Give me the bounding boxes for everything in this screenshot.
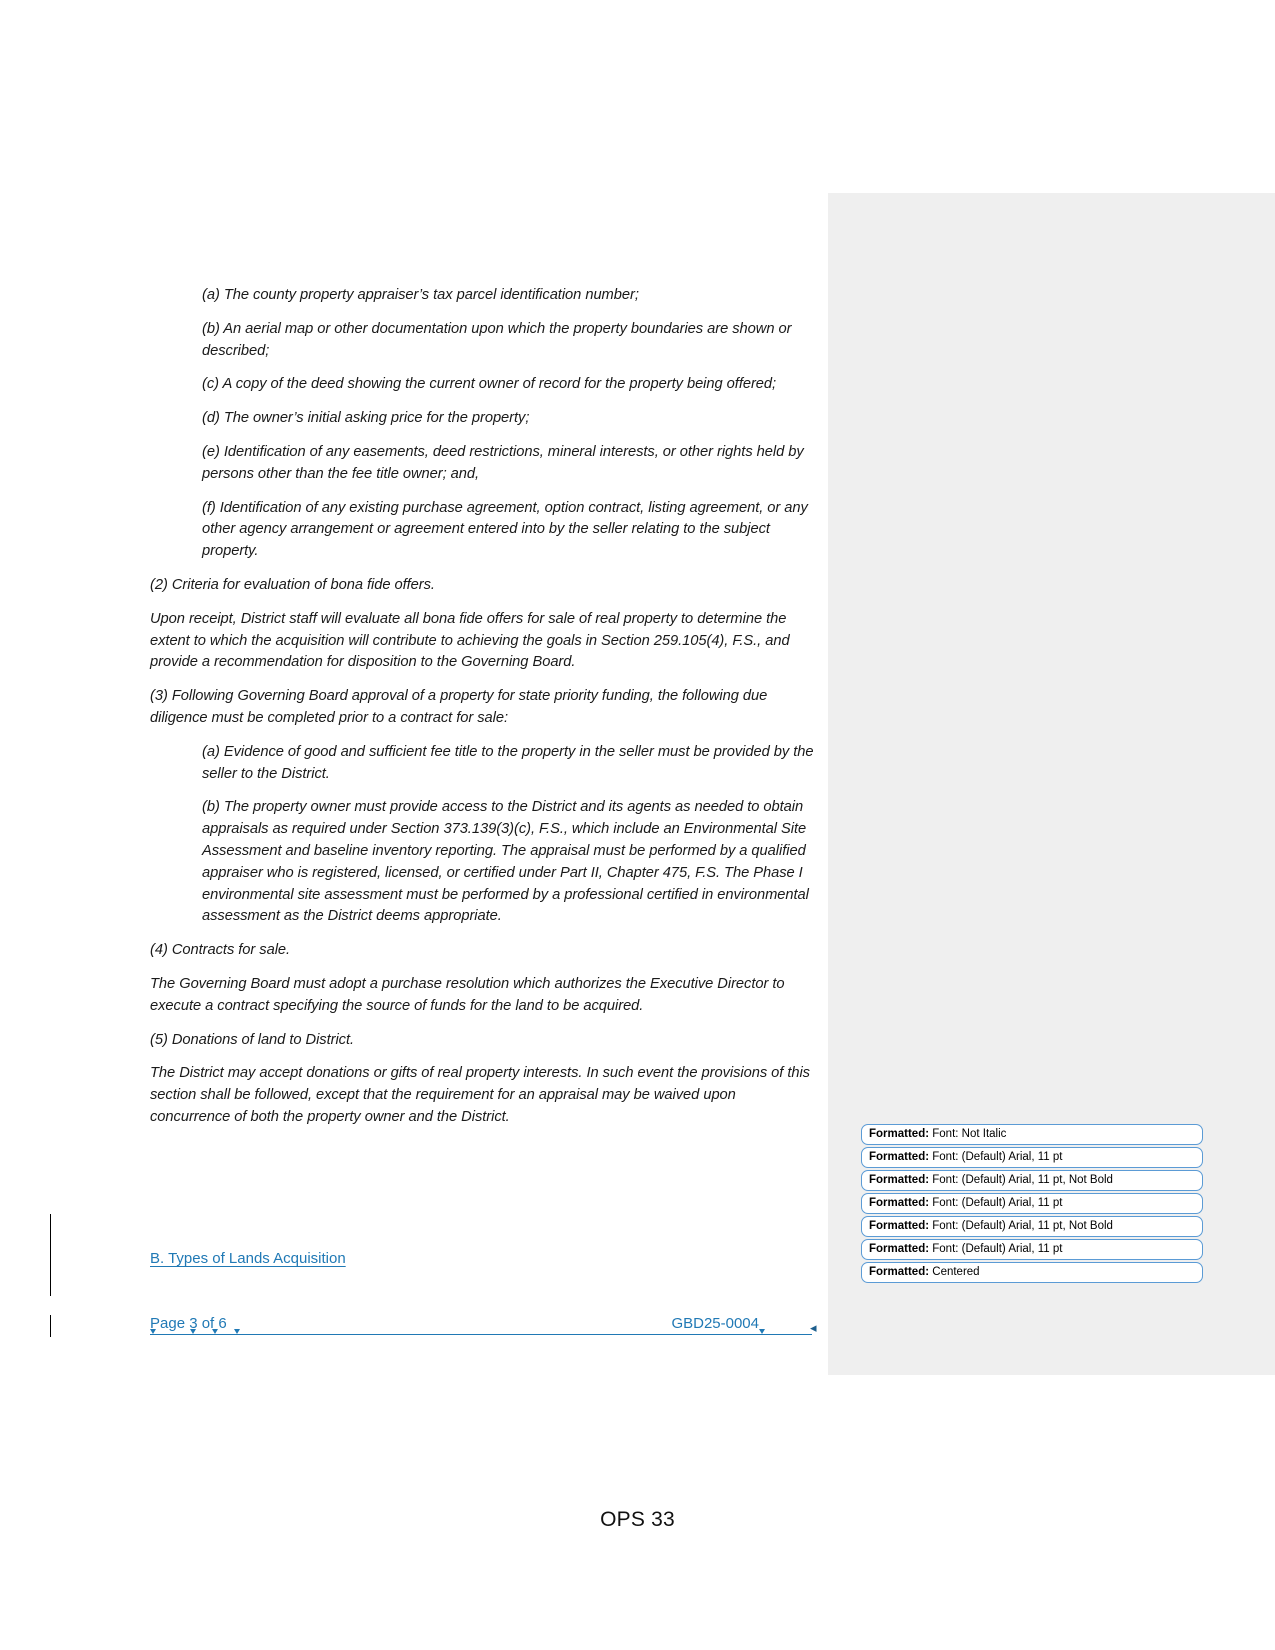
comment-label: Formatted:: [869, 1174, 930, 1186]
paragraph-b: (b) An aerial map or other documentation upon which the property boundaries are shown or described;: [202, 320, 792, 359]
comment-detail: Font: Not Italic: [932, 1128, 1007, 1140]
formatted-comment-balloon[interactable]: [861, 1262, 1203, 1283]
paragraph-e: (e) Identification of any easements, deed restrictions, mineral interests, or other rights held by persons other than the fee title owner; and,: [202, 443, 804, 482]
paragraph-d: (d) The owner’s initial asking price for the property;: [202, 410, 530, 427]
paragraph-f: (f) Identification of any existing purchase agreement, option contract, listing agreement, or any other agency arrangement or agreement entered into by the seller relating to the subject property.: [202, 499, 808, 560]
page-stamp: OPS 33: [600, 1508, 675, 1531]
formatted-comment-balloon[interactable]: [861, 1147, 1203, 1168]
formatted-comment-balloon[interactable]: [861, 1124, 1203, 1145]
footer-rule: [150, 1334, 812, 1335]
comment-label: Formatted:: [869, 1151, 930, 1163]
paragraph-a: (a) The county property appraiser’s tax parcel identification number;: [202, 287, 639, 303]
revision-change-bar: [50, 1315, 51, 1337]
formatted-comment-balloon[interactable]: [861, 1216, 1203, 1237]
paragraph-4: (4) Contracts for sale.: [150, 942, 291, 959]
comment-detail: Font: (Default) Arial, 11 pt, Not Bold: [932, 1174, 1113, 1186]
formatted-comment-list: [861, 1124, 1203, 1285]
revision-tick-icon: [234, 1329, 240, 1334]
paragraph-5: (5) Donations of land to District.: [150, 1031, 355, 1048]
revision-tick-icon: [150, 1329, 156, 1334]
paragraph-2: (2) Criteria for evaluation of bona fide offers.: [150, 576, 435, 593]
comment-label: Formatted:: [869, 1128, 930, 1140]
footer-doc-number: GBD25-0004: [671, 1315, 759, 1332]
formatted-comment-balloon[interactable]: [861, 1170, 1203, 1191]
comment-label: Formatted:: [869, 1220, 930, 1232]
comment-detail: Font: (Default) Arial, 11 pt: [932, 1197, 1063, 1209]
paragraph-c: (c) A copy of the deed showing the current owner of record for the property being offered;: [202, 376, 777, 393]
paragraph-2body: Upon receipt, District staff will evaluate all bona fide offers for sale of real property to determine the extent to which the acquisition will contribute to achieving the goals in Section 259.105(4), F.S., and provide a recommendation for disposition to the Governing Board.: [150, 610, 790, 671]
comment-label: Formatted:: [869, 1266, 930, 1278]
footer-page-number: Page 3 of 6: [150, 1315, 227, 1332]
comment-detail: Centered: [932, 1266, 980, 1278]
paragraph-5body: The District may accept donations or gifts of real property interests. In such event the provisions of this section shall be followed, except that the requirement for an appraisal may be waived upon concurrence of both the property owner and the District.: [150, 1065, 810, 1125]
paragraph-mark-icon: ◂: [810, 1320, 817, 1335]
page-footer: [150, 1315, 812, 1341]
section-heading-b[interactable]: B. Types of Lands Acquisition: [150, 1250, 346, 1267]
revision-tick-icon: [759, 1329, 765, 1334]
document-body: [150, 285, 815, 1141]
paragraph-3b: (b) The property owner must provide access to the District and its agents as needed to obtain appraisals as required under Section 373.139(3)(c), F.S., which include an Environmental Site Assessment and baseline inventory reporting. The appraisal must be performed by a qualified appraiser who is registered, licensed, or certified under Part II, Chapter 475, F.S. The Phase I environmental site assessment must be performed by a professional certified in environmental assessment as the District deems appropriate.: [202, 799, 809, 925]
revision-tick-icon: [190, 1329, 196, 1334]
comment-detail: Font: (Default) Arial, 11 pt: [932, 1151, 1063, 1163]
comment-detail: Font: (Default) Arial, 11 pt: [932, 1243, 1063, 1255]
revision-tick-icon: [212, 1329, 218, 1334]
comment-detail: Font: (Default) Arial, 11 pt, Not Bold: [932, 1220, 1113, 1232]
paragraph-3a: (a) Evidence of good and sufficient fee title to the property in the seller must be provided by the seller to the District.: [202, 743, 814, 782]
paragraph-3: (3) Following Governing Board approval of a property for state priority funding, the following due diligence must be completed prior to a contract for sale:: [150, 688, 768, 726]
comment-label: Formatted:: [869, 1243, 930, 1255]
formatted-comment-balloon[interactable]: [861, 1239, 1203, 1260]
paragraph-4body: The Governing Board must adopt a purchase resolution which authorizes the Executive Director to execute a contract specifying the source of funds for the land to be acquired.: [150, 975, 785, 1014]
comment-label: Formatted:: [869, 1197, 930, 1209]
revision-change-bar: [50, 1214, 51, 1296]
formatted-comment-balloon[interactable]: [861, 1193, 1203, 1214]
